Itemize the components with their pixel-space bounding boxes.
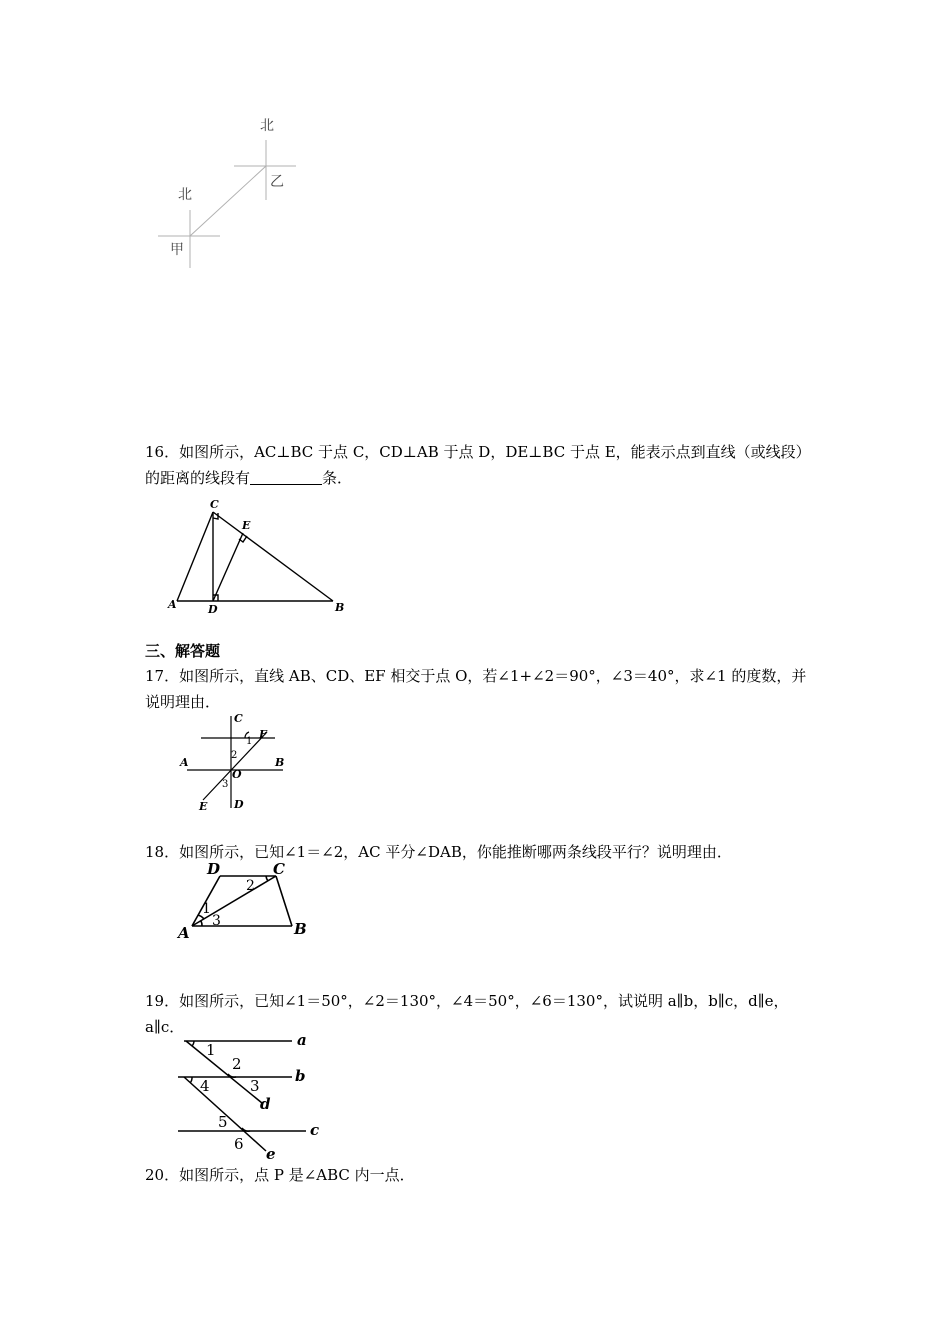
label-D: D xyxy=(207,860,221,878)
q15-direction-figure xyxy=(150,110,320,280)
point-jia-label: 甲 xyxy=(170,242,184,258)
angle-2-label: 2 xyxy=(232,1055,242,1073)
label-C: C xyxy=(210,498,219,511)
angle-1-label: 1 xyxy=(246,736,253,747)
segment-de xyxy=(213,533,243,601)
label-B: B xyxy=(294,920,307,938)
angle-2-label: 2 xyxy=(246,878,255,894)
jia-yi-connecting-line xyxy=(190,166,266,236)
question-16-text xyxy=(145,439,810,491)
angle-3-label: 3 xyxy=(250,1077,260,1095)
segment-ac xyxy=(177,512,213,601)
label-C: C xyxy=(273,860,285,878)
label-d: d xyxy=(260,1095,271,1113)
line-ef xyxy=(203,732,267,800)
q16-text-part1: 16．如图所示，AC⊥BC 于点 C，CD⊥AB 于点 D，DE⊥BC 于点 E，能表示点到直线（或线段）的距离的线段有 xyxy=(145,443,804,487)
label-A: A xyxy=(168,598,177,611)
angle-2-label: 2 xyxy=(231,750,238,761)
label-D: D xyxy=(208,603,218,616)
label-E: E xyxy=(242,519,251,532)
segment-cb xyxy=(276,876,292,926)
angle-4-label: 4 xyxy=(200,1077,210,1095)
label-b: b xyxy=(295,1067,306,1085)
label-O: O xyxy=(232,768,242,781)
north-label-1: 北 xyxy=(260,118,274,134)
q17-intersecting-lines-figure xyxy=(175,712,295,814)
q18-trapezoid-figure xyxy=(172,860,317,942)
label-E: E xyxy=(199,800,208,813)
north-label-2: 北 xyxy=(178,187,192,203)
label-e: e xyxy=(266,1145,276,1163)
segment-cb xyxy=(213,512,333,601)
angle-6-label: 6 xyxy=(234,1135,244,1153)
label-F: F xyxy=(259,728,267,741)
question-19-text: 19．如图所示，已知∠1＝50°，∠2＝130°，∠4＝50°，∠6＝130°，试说明 a∥b，b∥c，d∥e，a∥c． xyxy=(145,992,789,1036)
label-A: A xyxy=(178,924,190,942)
point-yi-label: 乙 xyxy=(270,174,284,190)
angle-3-label: 3 xyxy=(212,913,221,929)
angle-1-label: 1 xyxy=(206,1041,216,1059)
label-B: B xyxy=(335,601,345,614)
angle-1-label: 1 xyxy=(202,901,211,917)
angle-4-arc xyxy=(190,1077,192,1083)
angle-3-label: 3 xyxy=(222,779,229,790)
q16-text-part2: 条． xyxy=(322,469,353,487)
label-B: B xyxy=(275,756,285,769)
answer-blank[interactable] xyxy=(250,468,322,485)
label-A: A xyxy=(180,756,189,769)
label-c: c xyxy=(310,1121,320,1139)
section-title: 三、解答题 xyxy=(145,642,221,660)
question-17-text: 17．如图所示，直线 AB、CD、EF 相交于点 O，若∠1+∠2＝90°，∠3＝40°，求∠1 的度数，并说明理由． xyxy=(145,667,807,711)
label-a: a xyxy=(297,1033,307,1049)
question-20-text: 20．如图所示，点 P 是∠ABC 内一点． xyxy=(145,1166,415,1184)
question-18-text: 18．如图所示，已知∠1＝∠2，AC 平分∠DAB，你能推断哪两条线段平行？说明理由． xyxy=(145,843,732,861)
angle-5-label: 5 xyxy=(218,1113,228,1131)
label-C: C xyxy=(234,712,243,725)
q19-parallel-lines-figure xyxy=(170,1033,330,1163)
label-D: D xyxy=(234,798,244,811)
q16-triangle-figure xyxy=(165,496,355,616)
